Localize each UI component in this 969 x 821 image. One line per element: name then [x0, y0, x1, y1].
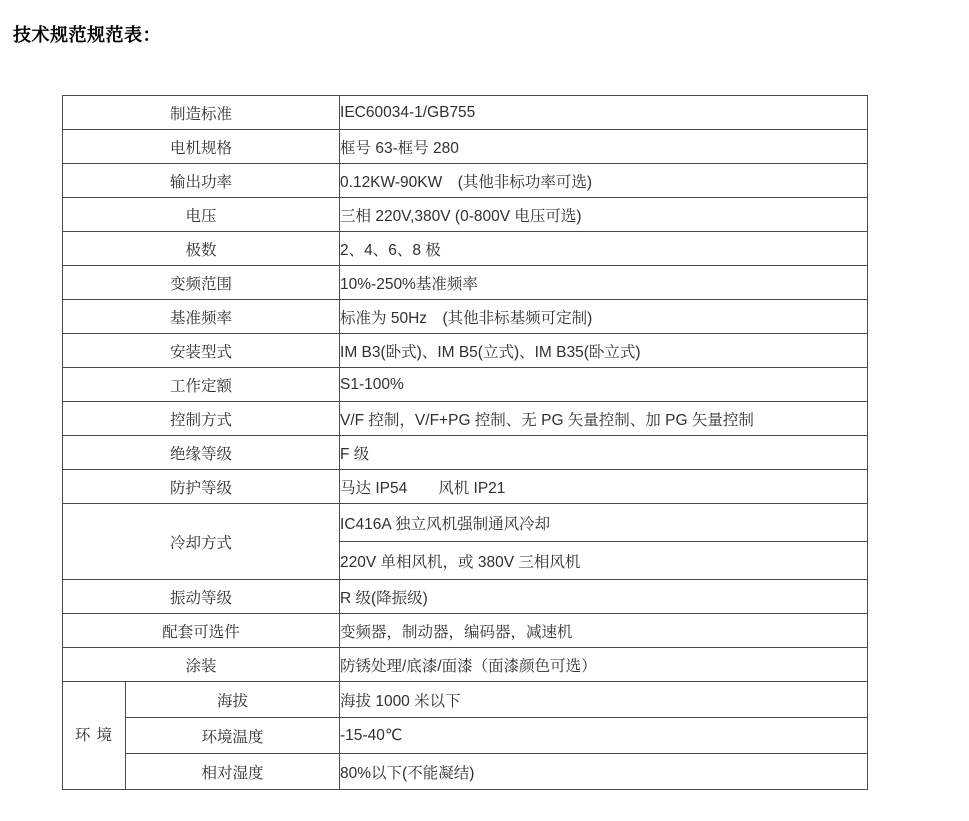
row-label: 控制方式 — [63, 402, 340, 436]
row-value: 马达 IP54 风机 IP21 — [340, 470, 868, 504]
table-row — [63, 648, 868, 682]
table-row — [63, 198, 868, 232]
row-value: V/F 控制，V/F+PG 控制、无 PG 矢量控制、加 PG 矢量控制 — [340, 402, 868, 436]
table-row — [63, 682, 868, 718]
row-value: S1-100% — [340, 368, 868, 402]
row-label: 防护等级 — [63, 470, 340, 504]
table-row — [63, 754, 868, 790]
table-row — [63, 718, 868, 754]
row-value: 海拔 1000 米以下 — [340, 682, 868, 718]
row-value: 框号 63-框号 280 — [340, 130, 868, 164]
row-label: 涂装 — [63, 648, 340, 682]
row-value: 2、4、6、8 极 — [340, 232, 868, 266]
row-label: 安装型式 — [63, 334, 340, 368]
table-row — [63, 368, 868, 402]
row-value: 0.12KW-90KW (其他非标功率可选) — [340, 164, 868, 198]
row-label: 输出功率 — [63, 164, 340, 198]
row-value: 220V 单相风机，或 380V 三相风机 — [340, 542, 868, 580]
row-label: 振动等级 — [63, 580, 340, 614]
row-value: IEC60034-1/GB755 — [340, 96, 868, 130]
table-row — [63, 232, 868, 266]
row-label: 电机规格 — [63, 130, 340, 164]
row-label: 电压 — [63, 198, 340, 232]
row-label: 极数 — [63, 232, 340, 266]
table-row — [63, 130, 868, 164]
table-row — [63, 266, 868, 300]
row-label: 海拔 — [126, 682, 340, 718]
row-label: 环境温度 — [126, 718, 340, 754]
row-value: 10%-250%基准频率 — [340, 266, 868, 300]
row-label: 冷却方式 — [63, 504, 340, 580]
row-value: -15-40℃ — [340, 718, 868, 754]
table-row — [63, 614, 868, 648]
row-value: 80%以下(不能凝结) — [340, 754, 868, 790]
row-value: IM B3(卧式)、IM B5(立式)、IM B35(卧立式) — [340, 334, 868, 368]
page-title: 技术规范规范表： — [13, 25, 161, 45]
row-label: 变频范围 — [63, 266, 340, 300]
table-row — [63, 580, 868, 614]
row-value: 标准为 50Hz (其他非标基频可定制) — [340, 300, 868, 334]
row-value: F 级 — [340, 436, 868, 470]
table-row — [63, 470, 868, 504]
env-group-label: 环 境 — [63, 682, 126, 790]
row-label: 绝缘等级 — [63, 436, 340, 470]
row-value: IC416A 独立风机强制通风冷却 — [340, 504, 868, 542]
spec-table — [62, 95, 868, 790]
table-row — [63, 300, 868, 334]
row-value: 三相 220V,380V (0-800V 电压可选) — [340, 198, 868, 232]
table-row — [63, 504, 868, 542]
row-label: 相对湿度 — [126, 754, 340, 790]
row-label: 配套可选件 — [63, 614, 340, 648]
table-row — [63, 96, 868, 130]
table-row — [63, 436, 868, 470]
row-label: 基准频率 — [63, 300, 340, 334]
row-value: R 级(降振级) — [340, 580, 868, 614]
table-row — [63, 164, 868, 198]
row-label: 制造标准 — [63, 96, 340, 130]
row-value: 变频器，制动器，编码器，减速机 — [340, 614, 868, 648]
row-label: 工作定额 — [63, 368, 340, 402]
table-row — [63, 334, 868, 368]
row-value: 防锈处理/底漆/面漆（面漆颜色可选） — [340, 648, 868, 682]
table-row — [63, 402, 868, 436]
